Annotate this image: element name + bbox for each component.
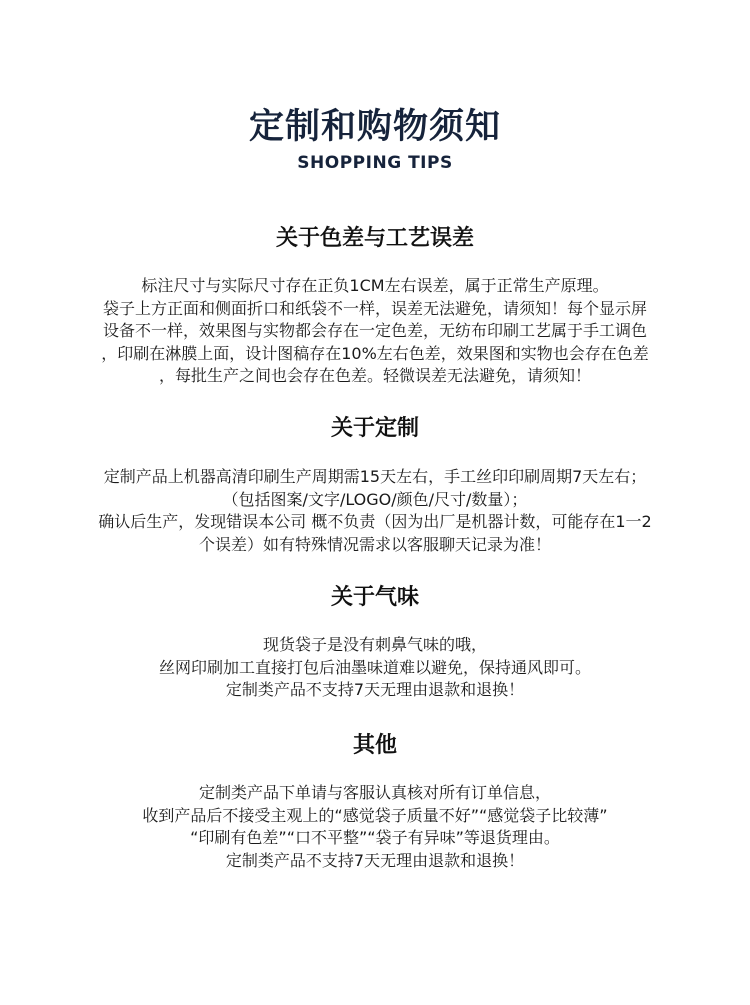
body-line: 标注尺寸与实际尺寸存在正负1CM左右误差，属于正常生产原理。	[141, 276, 609, 295]
body-line: 现货袋子是没有刺鼻气味的哦，	[262, 635, 487, 654]
body-line: 设备不一样，效果图与实物都会存在一定色差，无纺布印刷工艺属于手工调色	[102, 321, 647, 341]
body-line: 定制产品上机器高清印刷生产周期需15天左右，手工丝印印刷周期7天左右；	[103, 467, 647, 486]
page-subtitle: SHOPPING TIPS	[297, 153, 453, 173]
section-body-customization	[40, 466, 710, 556]
section-body-color-difference	[40, 275, 710, 388]
section-body-odor	[40, 634, 710, 702]
body-line: 丝网印刷加工直接打包后油墨味道难以避免，保持通风即可。	[158, 657, 591, 677]
body-line: 收到产品后不接受主观上的“感觉袋子质量不好”“感觉袋子比较薄”	[142, 805, 608, 825]
body-line: “印刷有色差”“口不平整”“袋子有异味”等退货理由。	[190, 828, 560, 848]
section-title-other: 其他	[352, 733, 397, 758]
page-title: 定制和购物须知	[248, 107, 501, 147]
body-line: 个误差）如有特殊情况需求以客服聊天记录为准！	[198, 534, 551, 554]
section-title-customization: 关于定制	[330, 416, 419, 441]
section-title-odor: 关于气味	[330, 585, 419, 610]
section-title-color-difference: 关于色差与工艺误差	[275, 226, 474, 251]
body-line: 定制类产品下单请与客服认真核对所有订单信息，	[198, 783, 551, 802]
body-line: 确认后生产，发现错误本公司 概不负责（因为出厂是机器计数，可能存在1一2	[98, 512, 652, 532]
section-body-other	[40, 782, 710, 872]
body-line: （包括图案/文字/LOGO/颜色/尺寸/数量）；	[222, 489, 528, 509]
body-line: 定制类产品不支持7天无理由退款和退换！	[225, 680, 525, 700]
body-line: ，每批生产之间也会存在色差。轻微误差无法避免，请须知！	[158, 366, 591, 386]
body-line: ，印刷在淋膜上面，设计图稿存在10%左右色差，效果图和实物也会存在色差	[101, 343, 649, 363]
body-line: 袋子上方正面和侧面折口和纸袋不一样，误差无法避免，请须知！每个显示屏	[102, 298, 647, 318]
body-line: 定制类产品不支持7天无理由退款和退换！	[225, 850, 525, 870]
